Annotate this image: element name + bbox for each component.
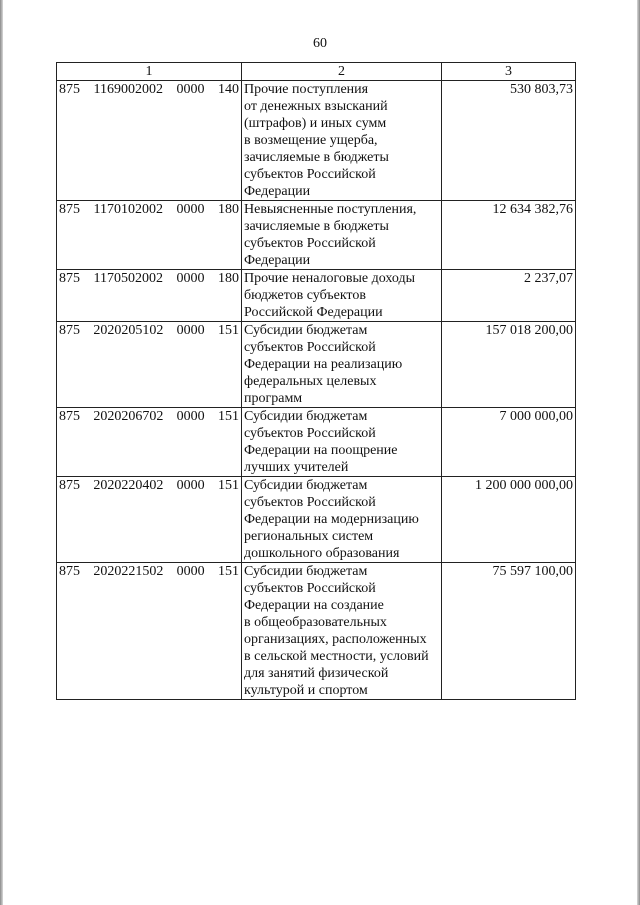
description-cell [242, 201, 442, 270]
table-header-row [57, 63, 576, 81]
table-row [57, 408, 576, 477]
scan-edge-left [0, 0, 3, 905]
budget-code [59, 201, 239, 218]
description-line: Федерации [244, 184, 311, 199]
description-line: для занятий физической [244, 666, 389, 681]
budget-code [59, 563, 239, 580]
budget-code-part: 180 [217, 271, 239, 286]
budget-code-cell [57, 201, 242, 270]
description-line: Субсидии бюджетам [244, 323, 368, 338]
description-line: Федерации [244, 253, 311, 268]
budget-code-part: 875 [59, 202, 80, 217]
description-line: от денежных взысканий [244, 99, 388, 114]
description-line: субъектов Российской [244, 167, 376, 182]
description-line: федеральных целевых [244, 374, 377, 389]
description-line: зачисляемые в бюджеты [244, 219, 389, 234]
budget-code-cell [57, 81, 242, 201]
table-row [57, 201, 576, 270]
budget-code-part: 2020205102 [93, 323, 164, 338]
table-row [57, 322, 576, 408]
description-line: (штрафов) и иных сумм [244, 116, 387, 131]
budget-code-part: 140 [217, 82, 239, 97]
description-line: в сельской местности, условий [244, 649, 429, 664]
budget-code-part: 2020220402 [93, 478, 164, 493]
budget-code-part: 875 [59, 409, 80, 424]
description-cell [242, 270, 442, 322]
budget-code-part: 1170502002 [93, 271, 163, 286]
description-cell [242, 477, 442, 563]
budget-code-part: 875 [59, 564, 80, 579]
budget-code-part: 875 [59, 82, 80, 97]
column-header-2: 2 [242, 63, 442, 81]
budget-code-part: 151 [217, 323, 239, 338]
description-line: Федерации на поощрение [244, 443, 398, 458]
budget-code-part: 875 [59, 478, 80, 493]
budget-code-part: 151 [217, 564, 239, 579]
description-line: Федерации на реализацию [244, 357, 403, 372]
budget-code-part: 2020206702 [93, 409, 164, 424]
budget-code-part: 151 [217, 409, 239, 424]
amount-cell: 530 803,73 [442, 81, 576, 201]
amount-cell: 75 597 100,00 [442, 563, 576, 700]
budget-code-part: 0000 [176, 82, 205, 97]
budget-code [59, 477, 239, 494]
table-row [57, 477, 576, 563]
description-line: в общеобразовательных [244, 615, 387, 630]
table-row [57, 563, 576, 700]
budget-table [56, 62, 576, 700]
budget-code-part: 0000 [176, 478, 205, 493]
description-line: субъектов Российской [244, 495, 376, 510]
description-line: Российской Федерации [244, 305, 383, 320]
table-body [57, 81, 576, 700]
budget-code [59, 322, 239, 339]
budget-code-part: 0000 [176, 409, 205, 424]
column-header-3: 3 [442, 63, 576, 81]
budget-code-part: 1170102002 [93, 202, 163, 217]
description-line: культурой и спортом [244, 683, 368, 698]
description-line: субъектов Российской [244, 236, 376, 251]
budget-code-part: 0000 [176, 323, 205, 338]
budget-code [59, 81, 239, 98]
description-cell [242, 408, 442, 477]
budget-code-cell [57, 563, 242, 700]
description-line: Субсидии бюджетам [244, 564, 368, 579]
description-line: программ [244, 391, 303, 406]
description-line: Федерации на создание [244, 598, 384, 613]
budget-code-part: 875 [59, 271, 80, 286]
description-line: региональных систем [244, 529, 374, 544]
table-row [57, 81, 576, 201]
description-line: Невыясненные поступления, [244, 202, 417, 217]
description-line: в возмещение ущерба, [244, 133, 378, 148]
description-line: субъектов Российской [244, 426, 376, 441]
page-number: 60 [313, 36, 327, 51]
description-line: субъектов Российской [244, 340, 376, 355]
budget-code-part: 0000 [176, 202, 205, 217]
description-line: бюджетов субъектов [244, 288, 366, 303]
amount-cell: 7 000 000,00 [442, 408, 576, 477]
amount-cell: 1 200 000 000,00 [442, 477, 576, 563]
budget-code-cell [57, 408, 242, 477]
budget-code-part: 180 [217, 202, 239, 217]
description-line: зачисляемые в бюджеты [244, 150, 389, 165]
table-row [57, 270, 576, 322]
budget-code [59, 408, 239, 425]
budget-code-cell [57, 322, 242, 408]
description-cell [242, 81, 442, 201]
amount-cell: 12 634 382,76 [442, 201, 576, 270]
budget-code-cell [57, 477, 242, 563]
description-cell [242, 322, 442, 408]
budget-code-part: 151 [217, 478, 239, 493]
description-line: организациях, расположенных [244, 632, 427, 647]
description-line: Федерации на модернизацию [244, 512, 419, 527]
description-line: дошкольного образования [244, 546, 400, 561]
budget-code [59, 270, 239, 287]
budget-code-part: 875 [59, 323, 80, 338]
column-header-1: 1 [57, 63, 242, 81]
budget-code-cell [57, 270, 242, 322]
budget-code-part: 1169002002 [93, 82, 163, 97]
description-line: субъектов Российской [244, 581, 376, 596]
description-line: лучших учителей [244, 460, 349, 475]
description-line: Субсидии бюджетам [244, 409, 368, 424]
budget-code-part: 0000 [176, 564, 205, 579]
budget-code-part: 0000 [176, 271, 205, 286]
amount-cell: 2 237,07 [442, 270, 576, 322]
description-cell [242, 563, 442, 700]
amount-cell: 157 018 200,00 [442, 322, 576, 408]
budget-code-part: 2020221502 [93, 564, 164, 579]
description-line: Прочие поступления [244, 82, 369, 97]
description-line: Прочие неналоговые доходы [244, 271, 416, 286]
description-line: Субсидии бюджетам [244, 478, 368, 493]
